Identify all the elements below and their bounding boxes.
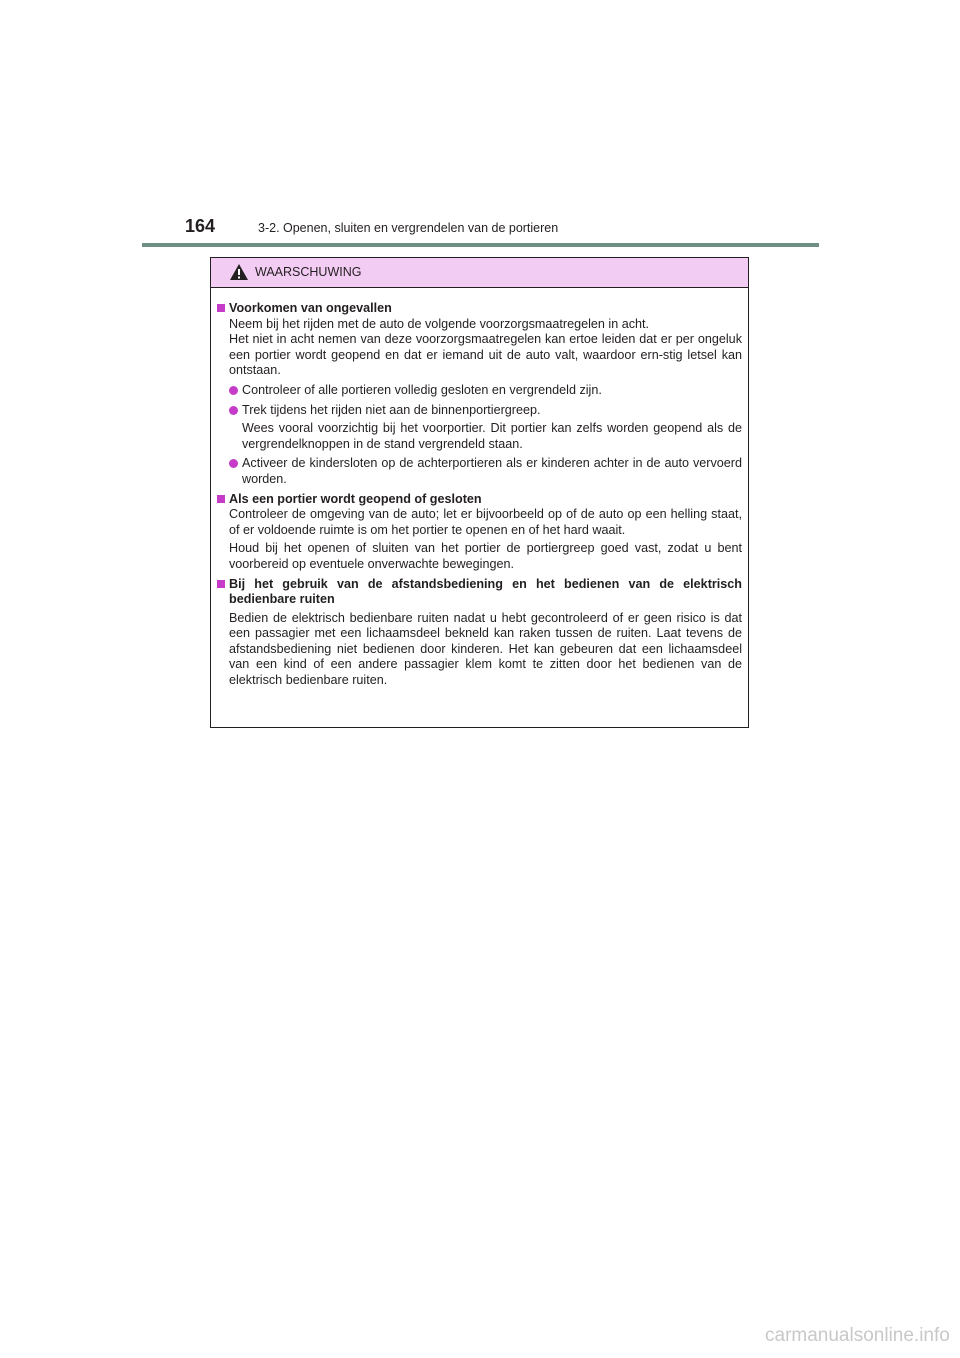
circle-bullet-icon [229,386,238,395]
square-bullet-icon [217,580,225,588]
watermark: carmanualsonline.info [765,1325,950,1346]
section-heading [217,301,742,317]
circle-bullet-icon [229,406,238,415]
heading-text: Als een portier wordt geopend of gesloten [229,491,482,506]
bullet-text: Trek tijdens het rijden niet aan de binnenportiergreep. [242,402,541,417]
bullet-text: Controleer of alle portieren volledig gesloten en vergrendeld zijn. [242,382,602,397]
warning-triangle-icon [229,263,249,281]
paragraph: Bedien de elektrisch bedienbare ruiten nadat u hebt gecontroleerd of er geen risico is dat een passagier met een lichaamsdeel bekneld kan raken tussen de ruiten. Laat tevens de afstandsbediening niet bedienen door kinderen. Het kan gebeuren dat een lichaamsdeel van een kind of een andere passagier klem komt te zitten door het bedienen van de elektrisch bedienbare ruiten. [229,610,742,688]
section-heading [217,577,742,608]
warning-title: WAARSCHUWING [255,265,362,279]
bullet-item [217,456,742,487]
paragraph: Controleer de omgeving van de auto; let er bijvoorbeeld op of de auto op een helling staat, of er voldoende ruimte is om het portier te openen en of het hard waait. [229,507,742,537]
warning-box [210,257,749,728]
bullet-text: Activeer de kindersloten op de achterportieren als er kinderen achter in de auto vervoerd worden. [242,456,742,486]
square-bullet-icon [217,495,225,503]
warning-body [211,288,748,689]
circle-bullet-icon [229,459,238,468]
heading-text: Voorkomen van ongevallen [229,301,392,315]
section-heading [217,492,742,508]
square-bullet-icon [217,304,225,312]
warning-header [211,258,748,288]
heading-text: Bij het gebruik van de afstandsbediening en het bedienen van de elektrisch bedienbare ruiten [229,576,742,607]
paragraph: Neem bij het rijden met de auto de volgende voorzorgsmaatregelen in acht. [229,316,650,331]
section-title: 3-2. Openen, sluiten en vergrendelen van de portieren [258,221,559,235]
header-rule [142,243,819,247]
bullet-item [217,383,742,399]
paragraph: Het niet in acht nemen van deze voorzorgsmaatregelen kan ertoe leiden dat er per ongeluk een portier wordt geopend en dat er iemand uit de auto valt, waardoor ern-stig letsel kan ontstaan. [229,332,742,378]
bullet-note: Wees vooral voorzichtig bij het voorportier. Dit portier kan zelfs worden geopend als de vergrendelknoppen in de stand vergrendeld staan. [242,421,742,451]
page-number: 164 [185,216,216,236]
bullet-item [217,403,742,419]
paragraph: Houd bij het openen of sluiten van het portier de portiergreep goed vast, zodat u bent voorbereid op eventuele onverwachte bewegingen. [229,541,742,571]
